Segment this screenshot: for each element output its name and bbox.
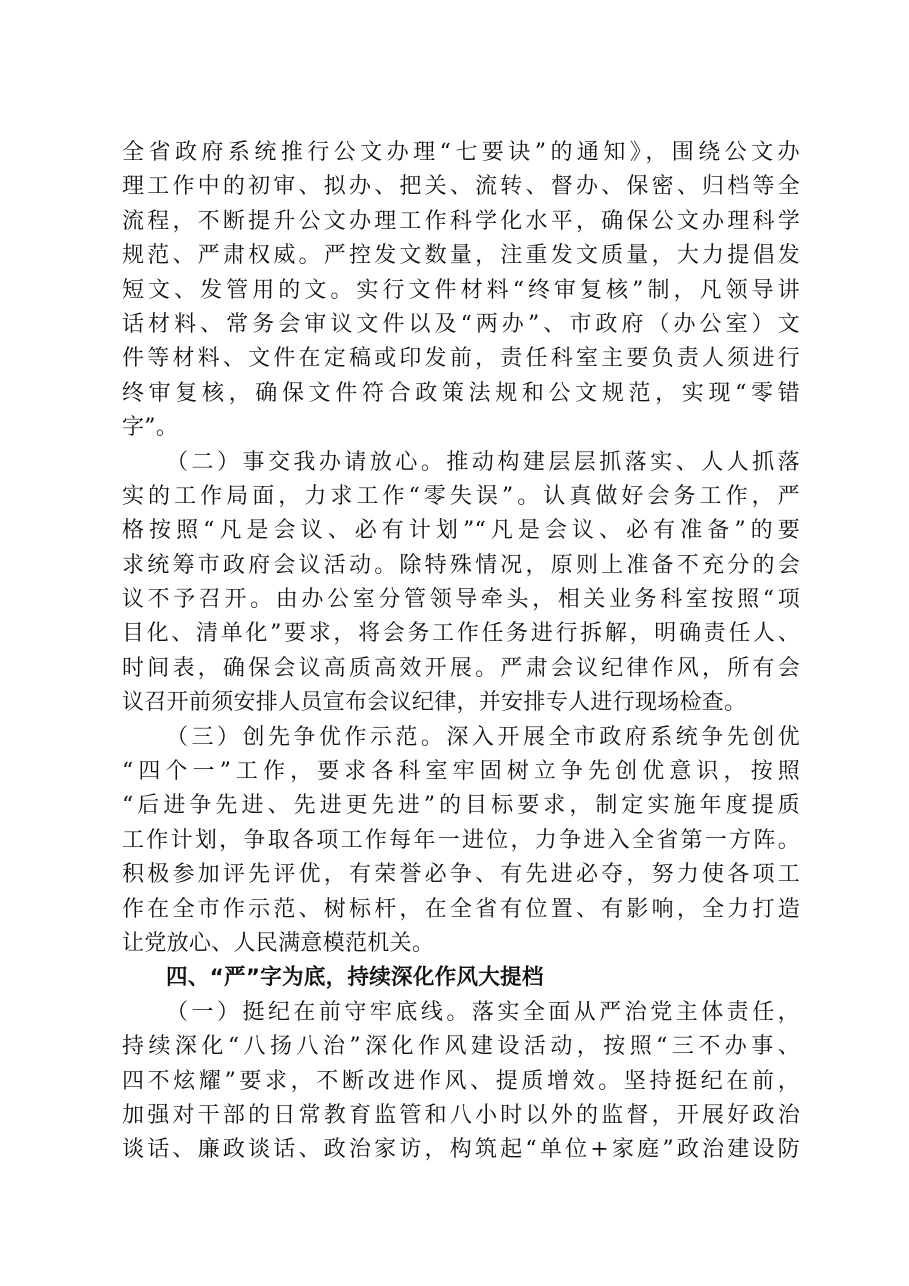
paragraph [122,721,800,962]
text-line: 实的工作局面，力求工作“零失误”。认真做好会务工作，严 [122,483,800,509]
text-line: 流程，不断提升公文办理工作科学化水平，确保公文办理科学 [122,208,800,234]
section-heading [122,961,800,995]
text-line: 积极参加评先评优，有荣誉必争、有先进必夺，努力使各项工 [122,862,800,888]
text-line: “后进争先进、先进更先进”的目标要求，制定实施年度提质 [122,793,800,819]
text-line: 持续深化“八扬八治”深化作风建设活动，按照“三不办事、 [122,1034,800,1060]
text-line: 目化、清单化”要求，将会务工作任务进行拆解，明确责任人、 [122,621,800,647]
text-line: 终审复核，确保文件符合政策法规和公文规范，实现“零错 [122,380,800,406]
text-line: 短文、发管用的文。实行文件材料“终审复核”制，凡领导讲 [122,277,800,303]
text-line: 件等材料、文件在定稿或印发前，责任科室主要负责人须进行 [122,346,800,372]
text-line: 规范、严肃权威。严控发文数量，注重发文质量，大力提倡发 [122,243,800,269]
text-line: （一）挺纪在前守牢底线。落实全面从严治党主体责任， [166,999,800,1025]
text-line: “四个一”工作，要求各科室牢固树立争先创优意识，按照 [122,759,800,785]
text-line: 议不予召开。由办公室分管领导牵头，相关业务科室按照“项 [122,587,800,613]
text-line: 让党放心、人民满意模范机关。 [122,930,435,956]
paragraph [122,996,800,1168]
text-line: 时间表，确保会议高质高效开展。严肃会议纪律作风，所有会 [122,655,800,681]
text-line: 工作计划，争取各项工作每年一进位，力争进入全省第一方阵。 [122,827,800,853]
text-line: 理工作中的初审、拟办、把关、流转、督办、保密、归档等全 [122,174,800,200]
text-line: 求统筹市政府会议活动。除特殊情况，原则上准备不充分的会 [122,552,800,578]
text-line: （三）创先争优作示范。深入开展全市政府系统争先创优 [166,724,800,750]
text-line: 格按照“凡是会议、必有计划”“凡是会议、必有准备”的要 [122,518,800,544]
text-line: 谈话、廉政谈话、政治家访，构筑起“单位+家庭”政治建设防 [122,1137,800,1163]
text-line: 全省政府系统推行公文办理“七要诀”的通知》，围绕公文办 [122,140,800,165]
heading-text: 四、“严”字为底，持续深化作风大提档 [166,965,544,991]
text-line: 加强对干部的日常教育监管和八小时以外的监督，开展好政治 [122,1102,800,1128]
paragraph [122,136,800,446]
text-line: 话材料、常务会审议文件以及“两办”、市政府（办公室）文 [122,311,800,337]
document-body [122,136,800,1168]
text-line: （二）事交我办请放心。推动构建层层抓落实、人人抓落 [166,449,800,475]
text-line: 议召开前须安排人员宣布会议纪律，并安排专人进行现场检查。 [122,690,747,716]
text-line: 作在全市作示范、树标杆，在全省有位置、有影响，全力打造 [122,896,800,922]
text-line: 四不炫耀”要求，不断改进作风、提质增效。坚持挺纪在前， [122,1068,800,1094]
text-line: 字”。 [122,415,179,441]
paragraph [122,446,800,721]
